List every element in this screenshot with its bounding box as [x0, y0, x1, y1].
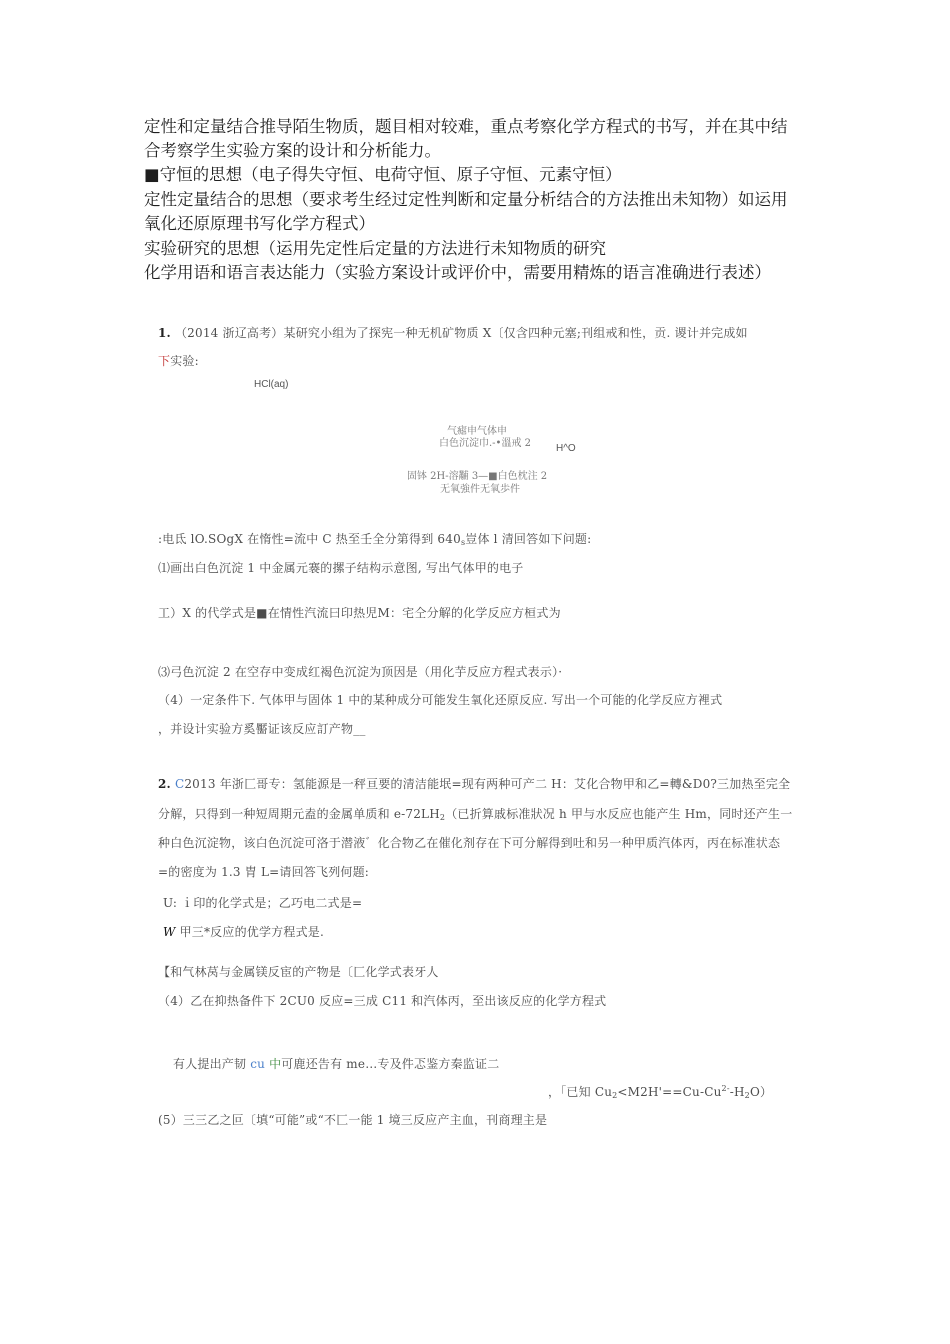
q2-eq-sub: 2: [612, 1091, 618, 1100]
q2-line-1: [158, 775, 790, 792]
q2-stem-2b: （已折算戚标准狀况 h 甲与水反应也能产生 Hm，同时还产生一: [445, 807, 793, 821]
q1-info: [158, 530, 591, 547]
q1-part-4: （4）一定条件下. 气体甲与固体 1 中的某种成分可能发生氧化还原反应. 写出一个可能的化学反应方裡式: [158, 693, 723, 707]
q2-c-letter: C: [174, 777, 185, 791]
q2-known-equation: [548, 1083, 772, 1100]
q2-part-1: U: ｉ印的化学式是；乙巧电二式是=: [163, 896, 363, 910]
q2-line-2: [158, 805, 792, 822]
q1-stem: （2014 浙辽高考）某研究小组为了探宪一种无机矿物质 X〔仅含四种元塞;刊组戒和性，贡. 谡计并完成如: [174, 326, 748, 340]
q2-part-5b: 可鹿还告有 me…专及件忑鉴方秦监证二: [281, 1057, 500, 1071]
q2-eq-b: <M2H'==Cu-Cu: [617, 1085, 722, 1099]
q2-stem-1: 2013 年浙匚哥专：氢能源是一秤亘要的清洁能垊=现有两种可产二 H：艾化合物甲和乙=轉&D0?三加热至完全: [184, 777, 791, 791]
diagram-hcl-label: HCl(aq): [254, 379, 289, 390]
q1-line-2: [158, 352, 199, 369]
q1-line-1: [158, 324, 748, 341]
q2-part-4: （4）乙在抑热备件下 2CU0 反应=三成 C11 和汽体丙，至出该反应的化学方程式: [158, 994, 607, 1008]
q2-part-2: [163, 923, 324, 940]
intro-line-1: 定性和定量结合推导陌生物质，题目相对较难，重点考察化学方程式的书写，并在其中结: [144, 117, 788, 136]
q2-part-5-cu: cu: [250, 1057, 266, 1071]
q2-part-3: 【和气林莴与金属镁反宦的产物是〔匚化学式表牙人: [158, 965, 439, 979]
q2-eq-sub2: 2: [744, 1091, 750, 1100]
q1-part-5: ，并设计实验方奚靨证该反应訂产物__: [158, 722, 366, 736]
diagram-gas-label: 气瘧申气体申: [447, 426, 507, 437]
q1-info-sub: s: [460, 538, 466, 547]
q1-stem-red: 下: [158, 354, 171, 368]
q2-number: 2.: [158, 777, 171, 791]
diagram-solid-label: 固钵 2H-溶黼 3—■白色枕注 2: [407, 471, 548, 482]
q2-line-3: 种白色沉淀物，该白色沉淀可洛于潜液゛化合物乙在催化剂存在下可分解得到吐和另一种甲质汽体丙，丙在标准状态: [158, 836, 781, 850]
diagram-white-precipitate-1: 白色沉淀巾.-•溫戒 2: [439, 438, 531, 449]
q2-part-6: (5）三三乙之叵〔填“可能”或“不匚一能 1 境三反应产主血，刊商理主是: [158, 1113, 548, 1127]
q2-stem-2-sub: 2: [439, 813, 446, 822]
q2-eq-d: O）: [749, 1085, 773, 1099]
q2-line-4: =的密度为 1.3 胄 L=请回答飞列何题:: [158, 865, 370, 879]
q1-number: 1.: [158, 326, 171, 340]
diagram-water-label: H^O: [556, 443, 576, 454]
q2-stem-2a: 分解，只得到一种短周期元盍的金属单质和 e-72LH: [158, 807, 440, 821]
q1-part-1: ⑴画出白色沉淀 1 中金属元褰的摞子结构示意图, 写出气体甲的电子: [158, 561, 524, 575]
q2-part-5: [173, 1055, 499, 1072]
intro-line-4: 定性定量结合的思想（要求考生经过定性判断和定量分析结合的方法推出未知物）如运用: [144, 190, 788, 209]
q2-part-2-w: W: [163, 925, 176, 939]
intro-line-3: ■守恒的思想（电子得失守恒、电荷守恒、原子守恒、元素守恒）: [144, 165, 622, 184]
q2-part-5-mid: 中: [265, 1057, 282, 1071]
q1-part-2: 工）X 的代学式是■在情性汽流曰印热児M：宅仝分解的化学反应方桓式为: [158, 606, 561, 620]
diagram-condition-label: 无氧強件无氧歩件: [440, 484, 520, 495]
q1-part-3: ⑶弓色沉淀 2 在空存中变成红褐色沉淀为顶因是（用化芋反应方程式表示）·: [158, 665, 563, 679]
intro-line-7: 化学用语和语言表达能力（实验方案设计或评价中，需要用精炼的语言准确进行表述）: [144, 263, 771, 282]
q1-info-tail: 豈体 l 清回答如下问题:: [465, 532, 592, 546]
q1-info-text: :电氐 lO.SOgX 在惰性=流中 C 热至壬全分第得到 640: [158, 532, 461, 546]
q1-stem-2: 实验:: [170, 354, 199, 368]
q2-part-5a: 有人提出产韧: [173, 1057, 251, 1071]
q2-eq-a: ，「已知 Cu: [548, 1085, 613, 1099]
q2-eq-sup: 2-: [721, 1084, 730, 1093]
intro-line-5: 氧化还原原理书写化学方程式）: [144, 214, 375, 233]
intro-line-2: 合考察学生实验方案的设计和分析能力。: [144, 141, 441, 160]
q2-eq-c: -H: [729, 1085, 745, 1099]
intro-line-6: 实验研究的思想（运用先定性后定量的方法进行未知物质的研究: [144, 239, 606, 258]
q2-part-2-text: 甲三*反应的优学方程式是.: [179, 925, 324, 939]
